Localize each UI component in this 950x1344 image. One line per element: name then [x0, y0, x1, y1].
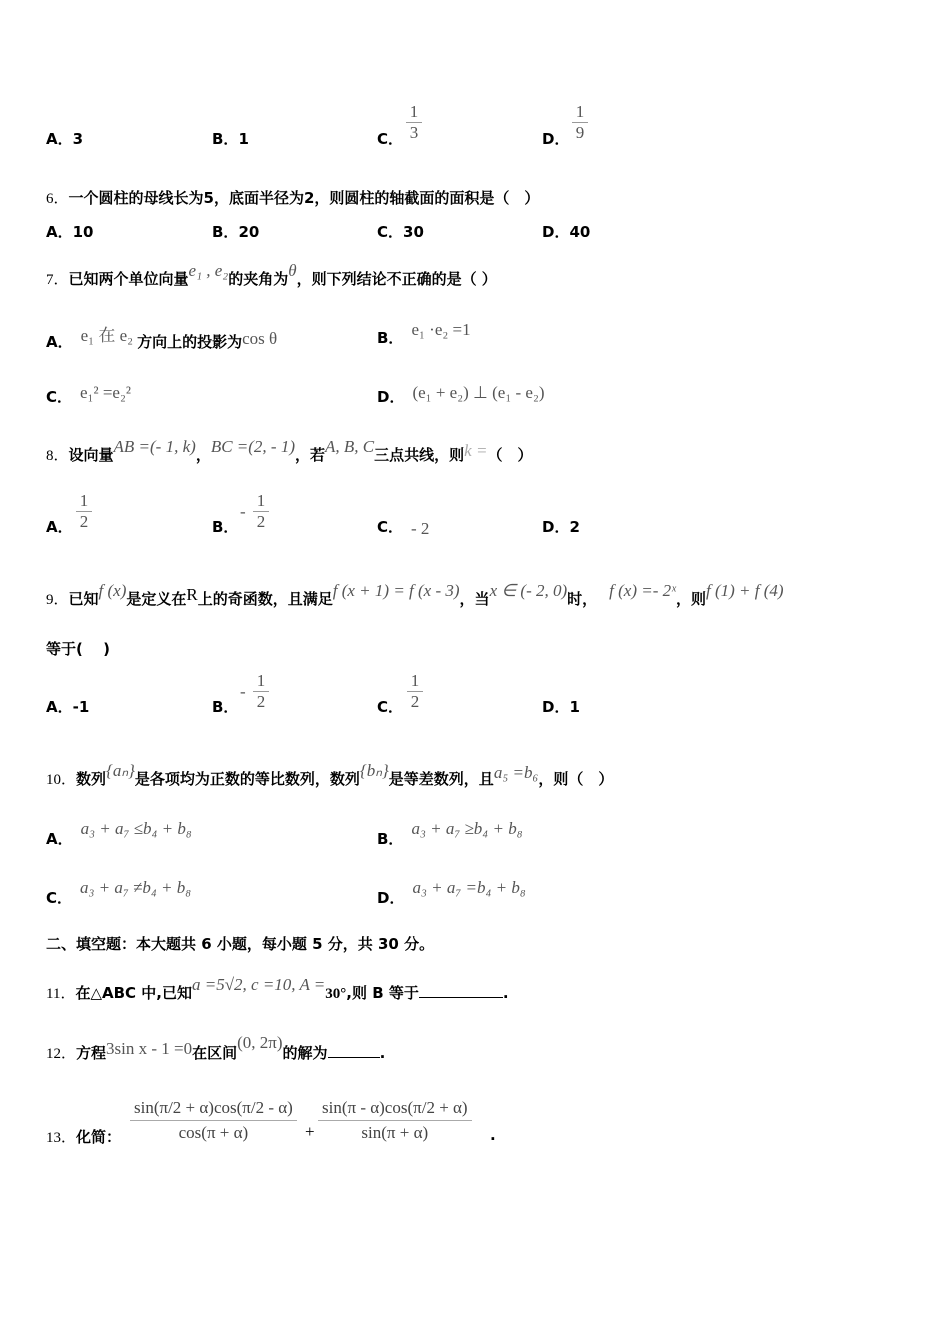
q10-option-b: B．a₃ + a₇ ≥b₄ + b₈ — [377, 819, 523, 848]
q8-option-d: D．2 — [542, 518, 580, 536]
q5-option-d-label: D． — [542, 130, 570, 148]
q9-stem: 9．已知f (x)是定义在R上的奇函数，且满足f (x + 1) = f (x - 3)，当x ∈ (- 2, 0)时， f (x) =- 2ˣ，则f (1) + f (4) — [46, 581, 784, 608]
q6-option-a: A．10 — [46, 223, 94, 241]
q8-option-b-fraction: $\frac{1}{2}$ — [253, 491, 269, 532]
q13-fraction-2: $\frac{\sin(\pi - \alpha)\cos(\pi/2 + \alpha)}{\sin(\pi + \alpha)}$ — [318, 1098, 472, 1143]
q9-option-d: D．1 — [542, 698, 580, 716]
q7-option-d: D． (e₁ + e₂) ⊥ (e₁ - e₂) — [377, 383, 545, 406]
q7-option-c: C． e₁² =e₂² — [46, 383, 131, 406]
q8-option-b-label: B． — [212, 518, 239, 536]
q7-option-a: A． e₁ 在 e₂ 方向上的投影为cos θ — [46, 326, 278, 351]
section-2-title: 二、填空题：本大题共 6 小题，每小题 5 分，共 30 分。 — [46, 935, 435, 953]
q12-stem: 12．方程3sin x - 1 =0在区间(0, 2π)的解为 . — [46, 1033, 386, 1062]
q8-option-c: C． - 2 — [377, 518, 430, 538]
q7-option-b: B． e₁ ·e₂ =1 — [377, 320, 471, 347]
q9-option-b-sign: - — [240, 682, 246, 701]
q6-stem: 6．一个圆柱的母线长为5，底面半径为2，则圆柱的轴截面的面积是（ ） — [46, 189, 540, 207]
q8-option-a-fraction: $\frac{1}{2}$ — [76, 491, 92, 532]
q13-fraction-1: $\frac{\sin(\pi/2 + \alpha)\cos(\pi/2 - \alpha)}{\cos(\pi + \alpha)}$ — [130, 1098, 297, 1143]
q6-option-b: B．20 — [212, 223, 260, 241]
q10-option-a: A．a₃ + a₇ ≤b₄ + b₈ — [46, 819, 192, 848]
q5-option-c-label: C． — [377, 130, 404, 148]
q6-option-d: D．40 — [542, 223, 591, 241]
q9-option-c-fraction: $\frac{1}{2}$ — [407, 671, 423, 712]
q13-plus: + — [305, 1122, 315, 1141]
q9-option-b-label: B． — [212, 698, 239, 716]
q13-period: . — [490, 1126, 496, 1144]
q8-option-b-sign: - — [240, 502, 246, 521]
q5-option-a: A．3 — [46, 130, 84, 148]
q6-option-c: C．30 — [377, 223, 424, 241]
q7-stem: 7．已知两个单位向量e₁ , e₂的夹角为θ，则下列结论不正确的是（ ） — [46, 261, 497, 288]
q5-option-c-fraction: $\frac{1}{3}$ — [406, 102, 422, 143]
q9-option-b-fraction: $\frac{1}{2}$ — [253, 671, 269, 712]
q5-option-b: B．1 — [212, 130, 249, 148]
q9-option-a: A．-1 — [46, 698, 90, 716]
q5-option-d-fraction: $\frac{1}{9}$ — [572, 102, 588, 143]
q9-stem-cont: 等于( ) — [46, 640, 110, 658]
q10-option-d: D．a₃ + a₇ =b₄ + b₈ — [377, 878, 526, 907]
q11-stem: 11．在△ABC 中,已知a =5√2, c =10, A =30°,则 B 等于 . — [46, 975, 509, 1002]
q8-option-a-label: A． — [46, 518, 73, 536]
q13-label: 13．化简： — [46, 1128, 122, 1146]
q8-stem: 8．设向量AB =(- 1, k)，BC =(2, - 1)，若A, B, C三点共线，则k =（ ） — [46, 437, 533, 464]
q10-stem: 10．数列{aₙ}是各项均为正数的等比数列，数列{bₙ}是等差数列，且a₅ =b₆，则（ ） — [46, 761, 614, 788]
q10-option-c: C．a₃ + a₇ ≠b₄ + b₈ — [46, 878, 192, 907]
q9-option-c-label: C． — [377, 698, 404, 716]
